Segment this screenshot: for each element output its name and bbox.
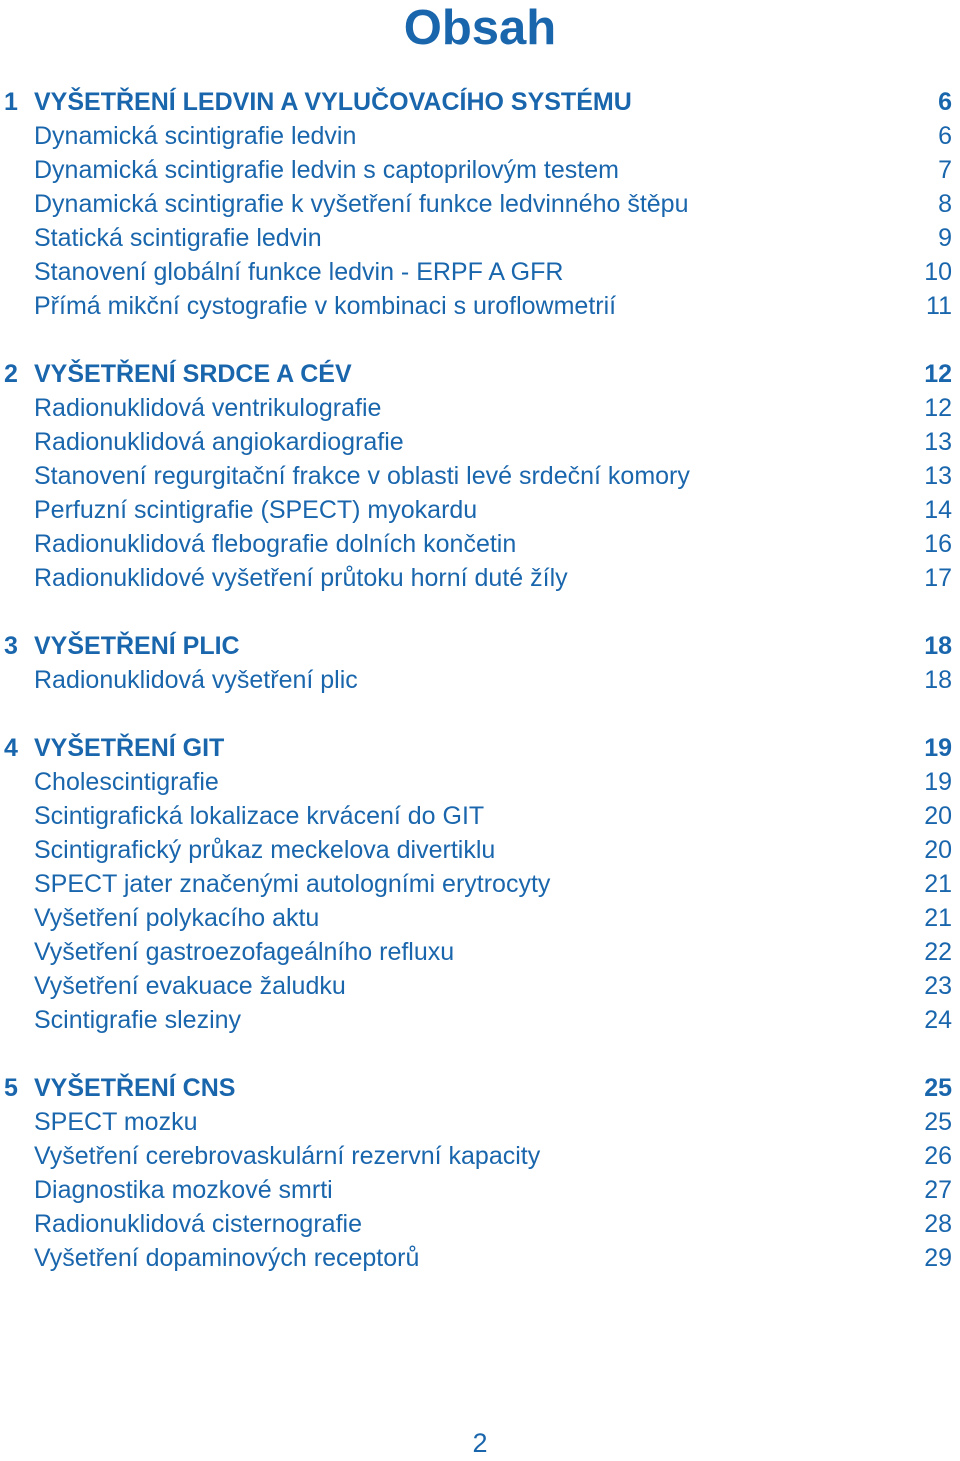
toc-entry-page-number: 24 <box>924 1006 952 1034</box>
toc-entry[interactable] <box>0 799 960 833</box>
toc-entry-page-number: 10 <box>924 258 952 286</box>
toc-entry[interactable] <box>0 1173 960 1207</box>
toc-entry[interactable] <box>0 527 960 561</box>
toc-entry[interactable] <box>0 867 960 901</box>
toc-entry-page-number: 28 <box>924 1210 952 1238</box>
toc-section <box>0 357 960 595</box>
toc-entry-label: Vyšetření polykacího aktu <box>34 904 320 932</box>
toc-entry[interactable] <box>0 493 960 527</box>
toc-entry-page-number: 17 <box>924 564 952 592</box>
toc-entry-page-number: 16 <box>924 530 952 558</box>
toc-entry-label: Stanovení regurgitační frakce v oblasti levé srdeční komory <box>34 462 690 490</box>
toc-entry[interactable] <box>0 187 960 221</box>
toc-entry[interactable] <box>0 901 960 935</box>
toc-entry[interactable] <box>0 561 960 595</box>
toc-entry-page-number: 14 <box>924 496 952 524</box>
toc-entry[interactable] <box>0 1003 960 1037</box>
section-number: 2 <box>4 360 18 388</box>
toc-entry[interactable] <box>0 391 960 425</box>
toc-entry[interactable] <box>0 663 960 697</box>
toc-entry-page-number: 22 <box>924 938 952 966</box>
toc-entry[interactable] <box>0 425 960 459</box>
section-number: 1 <box>4 88 18 116</box>
toc-entry-label: Dynamická scintigrafie ledvin s captoprilovým testem <box>34 156 619 184</box>
toc-entry-label: Vyšetření gastroezofageálního refluxu <box>34 938 455 966</box>
section-number: 4 <box>4 734 18 762</box>
toc-entry-label: Radionuklidová flebografie dolních končetin <box>34 530 517 558</box>
toc-entry-page-number: 23 <box>924 972 952 1000</box>
toc-entry-label: Vyšetření evakuace žaludku <box>34 972 346 1000</box>
toc-entry-page-number: 7 <box>938 156 952 184</box>
toc-entry[interactable] <box>0 765 960 799</box>
toc-entry-label: Perfuzní scintigrafie (SPECT) myokardu <box>34 496 478 524</box>
toc-entry-page-number: 8 <box>938 190 952 218</box>
toc-entry-label: Cholescintigrafie <box>34 768 219 796</box>
section-number: 3 <box>4 632 18 660</box>
toc-entry-label: SPECT jater značenými autologními erytrocyty <box>34 870 551 898</box>
toc-section-heading[interactable] <box>0 629 960 663</box>
toc-entry[interactable] <box>0 969 960 1003</box>
toc-entry-page-number: 9 <box>938 224 952 252</box>
section-title: VYŠETŘENÍ PLIC <box>34 632 240 660</box>
toc-entry-label: Vyšetření dopaminových receptorů <box>34 1244 420 1272</box>
toc-entry-page-number: 20 <box>924 836 952 864</box>
toc-entry-page-number: 20 <box>924 802 952 830</box>
toc-entry[interactable] <box>0 1207 960 1241</box>
toc-entry[interactable] <box>0 1241 960 1275</box>
toc-entry-label: Radionuklidová angiokardiografie <box>34 428 404 456</box>
toc-entry-label: Diagnostika mozkové smrti <box>34 1176 333 1204</box>
toc-entry[interactable] <box>0 255 960 289</box>
toc-entry-label: Radionuklidová vyšetření plic <box>34 666 358 694</box>
toc-entry-page-number: 25 <box>924 1108 952 1136</box>
section-page-number: 18 <box>924 632 952 660</box>
toc-section <box>0 731 960 1037</box>
toc-entry-page-number: 21 <box>924 904 952 932</box>
toc-section-heading[interactable] <box>0 357 960 391</box>
section-page-number: 6 <box>938 88 952 116</box>
toc-entry[interactable] <box>0 153 960 187</box>
toc-entry-label: Scintigrafie sleziny <box>34 1006 242 1034</box>
section-page-number: 25 <box>924 1074 952 1102</box>
toc-entry-label: Stanovení globální funkce ledvin - ERPF A GFR <box>34 258 564 286</box>
section-title: VYŠETŘENÍ SRDCE A CÉV <box>34 360 352 388</box>
toc-entry[interactable] <box>0 833 960 867</box>
toc-entry[interactable] <box>0 119 960 153</box>
toc-entry-page-number: 27 <box>924 1176 952 1204</box>
toc-entry-label: Radionuklidová ventrikulografie <box>34 394 382 422</box>
toc-entry[interactable] <box>0 1139 960 1173</box>
toc-entry[interactable] <box>0 1105 960 1139</box>
toc-entry-label: Scintigrafický průkaz meckelova divertiklu <box>34 836 496 864</box>
toc-entry-page-number: 21 <box>924 870 952 898</box>
toc-section <box>0 1071 960 1275</box>
toc-entry-page-number: 29 <box>924 1244 952 1272</box>
page-title: Obsah <box>403 1 557 55</box>
toc-section-heading[interactable] <box>0 731 960 765</box>
toc-section <box>0 629 960 697</box>
toc-entry-label: Radionuklidová cisternografie <box>34 1210 362 1238</box>
section-number: 5 <box>4 1074 18 1102</box>
toc-entry-label: Vyšetření cerebrovaskulární rezervní kapacity <box>34 1142 541 1170</box>
page-number: 2 <box>472 1428 488 1458</box>
toc-entry-page-number: 19 <box>924 768 952 796</box>
section-page-number: 19 <box>924 734 952 762</box>
toc-entry-page-number: 12 <box>924 394 952 422</box>
toc-entry-page-number: 6 <box>938 122 952 150</box>
toc-entry[interactable] <box>0 935 960 969</box>
toc-entry-label: Statická scintigrafie ledvin <box>34 224 322 252</box>
toc-entry-page-number: 18 <box>924 666 952 694</box>
section-title: VYŠETŘENÍ GIT <box>34 734 225 762</box>
toc-entry-page-number: 26 <box>924 1142 952 1170</box>
toc-entry-label: Scintigrafická lokalizace krvácení do GIT <box>34 802 485 830</box>
toc-entry[interactable] <box>0 459 960 493</box>
section-title: VYŠETŘENÍ LEDVIN A VYLUČOVACÍHO SYSTÉMU <box>34 88 632 116</box>
toc-entry-page-number: 13 <box>924 462 952 490</box>
toc-entry-page-number: 11 <box>926 292 952 320</box>
toc-entry-label: Radionuklidové vyšetření průtoku horní duté žíly <box>34 564 568 592</box>
toc-entry-label: Přímá mikční cystografie v kombinaci s uroflowmetrií <box>34 292 617 320</box>
toc-entry-label: Dynamická scintigrafie ledvin <box>34 122 357 150</box>
section-title: VYŠETŘENÍ CNS <box>34 1074 236 1102</box>
table-of-contents <box>0 85 960 1309</box>
toc-section <box>0 85 960 323</box>
toc-entry-label: SPECT mozku <box>34 1108 198 1136</box>
toc-entry[interactable] <box>0 289 960 323</box>
toc-section-heading[interactable] <box>0 1071 960 1105</box>
toc-entry-page-number: 13 <box>924 428 952 456</box>
toc-section-heading[interactable] <box>0 85 960 119</box>
toc-entry[interactable] <box>0 221 960 255</box>
toc-entry-label: Dynamická scintigrafie k vyšetření funkce ledvinného štěpu <box>34 190 689 218</box>
section-page-number: 12 <box>924 360 952 388</box>
